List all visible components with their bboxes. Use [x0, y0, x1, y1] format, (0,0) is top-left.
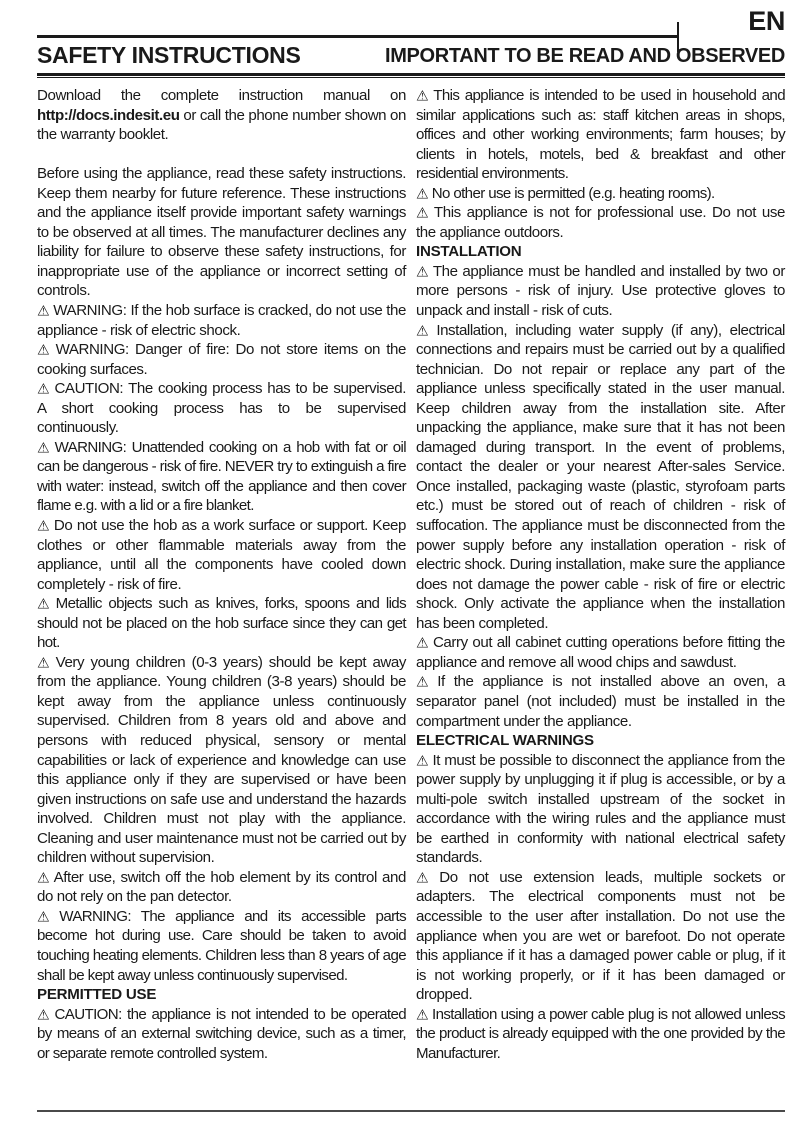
warning-text: Installation, including water supply (if any), electrical connections and repairs must be carried out by a qualified technician. Do not repair or replace any part of the appliance unless specifically stated in the user manual. Keep children away from the installation site. After unpacking the appliance, make sure that it has not been damaged during transport. In the event of problems, contact the dealer or your nearest After-sales Service. Once installed, packaging waste (plastic, styrofoam parts etc.) must be stored out of reach of children - risk of suffocation. The appliance must be disconnected from the power supply before any installation operation - risk of electric shock. During installation, make sure the appliance does not damage the power cable - risk of fire or electric shock. Only activate the appliance when the installation has been completed.	[416, 321, 785, 632]
warning-item	[416, 868, 785, 1005]
warning-item	[416, 633, 785, 672]
language-code: EN	[748, 6, 785, 36]
warning-item	[37, 907, 406, 985]
warning-item	[37, 516, 406, 594]
warning-text: WARNING: The appliance and its accessible parts become hot during use. Care should be taken to avoid touching heating elements. Children less than 8 years of age shall be kept away unless continuously supervised.	[37, 907, 406, 984]
warning-triangle-icon: ⚠	[37, 518, 50, 535]
warning-triangle-icon: ⚠	[37, 303, 50, 320]
warning-item	[416, 321, 785, 634]
footer-rule	[37, 1110, 785, 1112]
warning-triangle-icon: ⚠	[37, 1007, 50, 1024]
header-bottom-rule	[37, 73, 785, 77]
left-column	[37, 86, 406, 1063]
warning-triangle-icon: ⚠	[37, 342, 50, 359]
warning-item	[37, 1005, 406, 1064]
warning-item	[37, 438, 406, 516]
warning-item	[37, 340, 406, 379]
warning-item	[416, 262, 785, 321]
warning-item	[416, 751, 785, 868]
document-page	[37, 0, 785, 1134]
manual-url: http://docs.indesit.eu	[37, 106, 180, 124]
warning-triangle-icon: ⚠	[416, 870, 429, 887]
header-top-rule	[37, 35, 677, 38]
warning-triangle-icon: ⚠	[37, 870, 50, 887]
warning-triangle-icon: ⚠	[416, 674, 429, 691]
warning-item	[416, 203, 785, 242]
warning-triangle-icon: ⚠	[416, 635, 429, 652]
warning-triangle-icon: ⚠	[416, 323, 429, 340]
warning-item	[37, 379, 406, 438]
warning-text: If the appliance is not installed above an oven, a separator panel (not included) must be installed in the compartment under the appliance.	[416, 673, 785, 730]
warning-triangle-icon: ⚠	[37, 381, 50, 398]
warning-triangle-icon: ⚠	[37, 596, 50, 613]
warning-triangle-icon: ⚠	[416, 186, 429, 203]
warning-text: WARNING: Danger of fire: Do not store items on the cooking surfaces.	[37, 341, 406, 378]
intro-download-tail: or call the phone number shown on the warranty booklet.	[37, 106, 406, 144]
warning-item	[37, 653, 406, 868]
warning-text: WARNING: If the hob surface is cracked, do not use the appliance - risk of electric shock.	[37, 301, 407, 339]
warning-triangle-icon: ⚠	[416, 753, 429, 770]
warning-item	[37, 301, 406, 340]
warning-text: CAUTION: The cooking process has to be supervised. A short cooking process has to be supervised continuously.	[37, 380, 406, 437]
warning-text: WARNING: Unattended cooking on a hob with fat or oil can be dangerous - risk of fire. NEVER try to extinguish a fire with water: instead, switch off the appliance and then cover flame e.g. with a lid or a fire blanket.	[37, 438, 407, 515]
warning-text: No other use is permitted (e.g. heating rooms).	[431, 184, 715, 202]
warning-text: CAUTION: the appliance is not intended to be operated by means of an external switching device, such as a timer, or separate remote controlled system.	[37, 1005, 406, 1062]
right-column	[416, 86, 785, 1063]
section-heading-installation: INSTALLATION	[416, 243, 522, 261]
warning-text: After use, switch off the hob element by its control and do not rely on the pan detector.	[37, 868, 406, 906]
header-subtitle: IMPORTANT TO BE READ AND OBSERVED	[385, 45, 785, 67]
warning-triangle-icon: ⚠	[416, 1007, 429, 1024]
intro-download-lead: Download the complete instruction manual on	[37, 87, 406, 104]
content-columns	[37, 86, 785, 1096]
document-header	[37, 0, 785, 78]
intro-before-use-paragraph: Before using the appliance, read these safety instructions. Keep them nearby for future reference. These instructions and the appliance itself provide important safety warnings to be observed at all times. The manufacturer declines any liability for failure to observe these safety instructions, for inappropriate use of the appliance or incorrect setting of controls.	[37, 165, 406, 300]
page-title: SAFETY INSTRUCTIONS	[37, 42, 301, 68]
intro-download-paragraph	[37, 86, 406, 145]
warning-triangle-icon: ⚠	[37, 655, 50, 672]
warning-triangle-icon: ⚠	[416, 88, 429, 105]
section-heading-permitted-use: PERMITTED USE	[37, 986, 157, 1004]
warning-text: This appliance is not for professional use. Do not use the appliance outdoors.	[416, 204, 785, 241]
warning-item	[416, 86, 785, 184]
warning-text: Do not use the hob as a work surface or support. Keep clothes or other flammable materials away from the appliance, until all the components have cooled down completely - risk of fire.	[37, 516, 406, 593]
warning-text: It must be possible to disconnect the appliance from the power supply by unplugging it if plug is accessible, or by a multi-pole switch installed upstream of the socket in accordance with the wiring rules and the appliance must be earthed in conformity with national electrical safety standards.	[416, 751, 785, 867]
warning-triangle-icon: ⚠	[37, 440, 50, 457]
header-title-row	[37, 40, 785, 72]
warning-triangle-icon: ⚠	[416, 264, 429, 281]
warning-triangle-icon: ⚠	[416, 205, 429, 222]
warning-text: Carry out all cabinet cutting operations before fitting the appliance and remove all wood chips and sawdust.	[416, 634, 786, 671]
warning-item	[416, 672, 785, 731]
warning-item	[416, 1005, 785, 1064]
warning-text: This appliance is intended to be used in household and similar applications such as: staff kitchen areas in shops, offices and other working environments; farm houses; by clients in hotels, motels, bed & breakfast and other residential environments.	[416, 87, 785, 183]
section-heading-electrical-warnings: ELECTRICAL WARNINGS	[416, 732, 594, 750]
warning-item	[37, 868, 406, 907]
warning-item	[37, 594, 406, 653]
warning-text: Metallic objects such as knives, forks, spoons and lids should not be placed on the hob surface since they can get hot.	[37, 595, 407, 652]
warning-text: Very young children (0-3 years) should be kept away from the appliance. Young children (3-8 years) should be kept away from the appliance unless continuously supervised. Children from 8 years old and above and persons with reduced physical, sensory or mental capabilities or lack of experience and knowledge can use this appliance only if they are supervised or have been given instructions on safe use and understand the hazards involved. Children must not play with the appliance. Cleaning and user maintenance must not be carried out by children without supervision.	[37, 653, 406, 867]
warning-triangle-icon: ⚠	[37, 909, 50, 926]
warning-item	[416, 184, 785, 204]
warning-text: Do not use extension leads, multiple sockets or adapters. The electrical components must not be accessible to the user after installation. Do not use the appliance when you are wet or barefoot. Do not operate this appliance if it has a damaged power cable or plug, if it is not working properly, or if it has been damaged or dropped.	[416, 868, 786, 1004]
warning-text: The appliance must be handled and installed by two or more persons - risk of injury. Use protective gloves to unpack and install - risk of cuts.	[416, 262, 785, 320]
warning-text: Installation using a power cable plug is not allowed unless the product is already equipped with the one provided by the Manufacturer.	[416, 1005, 785, 1062]
